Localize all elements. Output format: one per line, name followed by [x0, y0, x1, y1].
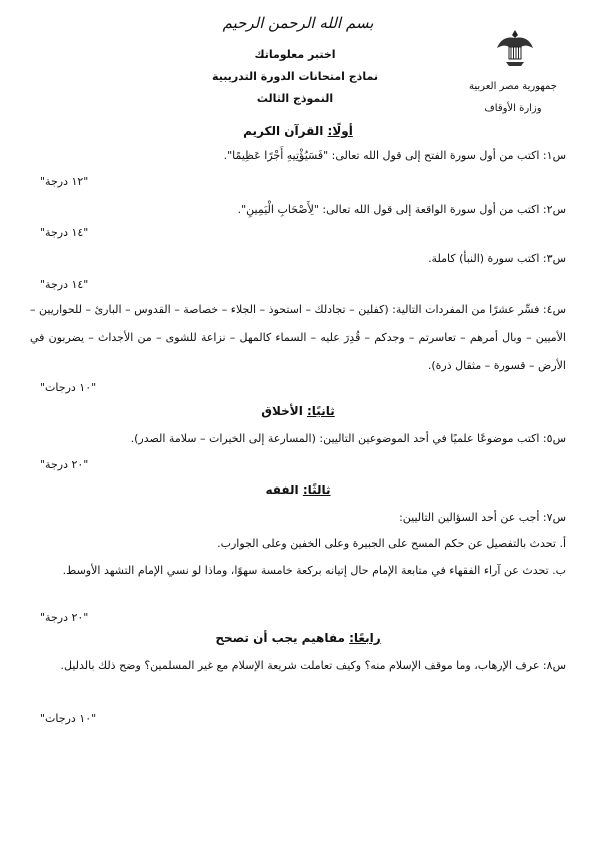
section-ordinal: ثالثًا:	[302, 483, 331, 497]
question-3: س٣: اكتب سورة (النبأ) كاملة.	[428, 252, 566, 265]
exam-header	[190, 44, 400, 110]
section-heading-ethics	[0, 404, 596, 418]
eagle-emblem-icon	[494, 26, 536, 70]
question-7-option-b: ب. تحدث عن آراء الفقهاء في متابعة الإمام حال إتيانه بركعة خامسة سهوًا، وماذا لو نسي الإمام التشهد الأوسط.	[62, 564, 566, 577]
grade-q3: "١٤ درجة"	[40, 278, 89, 291]
section-heading-concepts	[0, 631, 596, 645]
grade-q4: "١٠ درجات"	[40, 381, 97, 394]
question-7: س٧: أجب عن أحد السؤالين التاليين:	[399, 511, 566, 524]
section-heading-fiqh	[0, 483, 596, 497]
basmala-calligraphy: بسم الله الرحمن الرحيم	[222, 14, 374, 32]
question-5: س٥: اكتب موضوعًا علميًا في أحد الموضوعين التاليين: (المسارعة إلى الخيرات – سلامة الصدر).	[130, 432, 566, 445]
country-name: جمهورية مصر العربية	[469, 81, 557, 92]
question-2: س٢: اكتب من أول سورة الواقعة إلى قول الله تعالى: "لِأَصْحَابِ الْيَمِينِ".	[237, 203, 566, 216]
ministry-name: وزارة الأوقاف	[484, 103, 542, 114]
grade-q5: "٢٠ درجة"	[40, 458, 89, 471]
grade-q1: "١٢ درجة"	[40, 175, 89, 188]
section-title: الفقه	[265, 483, 299, 497]
section-title: مفاهيم يجب أن تصحح	[215, 631, 345, 645]
section-ordinal: ثانيًا:	[307, 404, 335, 418]
ministry-header	[448, 76, 578, 120]
question-4: س٤: فسِّر عشرًا من المفردات التالية: (كفلين – تجادلك – استحوذ – الجلاء – خصاصة – القدوس – البارئ – للحواريين – الأميين – وبال أمرهم – تعاسرتم – وجدكم – قُدِرَ عليه – السماء كالمهل – نزاعة للشوى – من الأجداث – يضربون في الأرض – قسورة – مثقال ذرة).	[30, 303, 566, 372]
question-8: س٨: عرف الإرهاب، وما موقف الإسلام منه؟ وكيف تعاملت شريعة الإسلام مع غير المسلمين؟ وضح ذلك بالدليل.	[60, 659, 566, 672]
question-7-option-a: أ. تحدث بالتفصيل عن حكم المسح على الجبيرة وعلى الخفين وعلى الجوارب.	[217, 537, 566, 550]
question-1: س١: اكتب من أول سورة الفتح إلى قول الله تعالى: "فَسَيُؤْتِيهِ أَجْرًا عَظِيمًا".	[223, 149, 566, 162]
grade-q2: "١٤ درجة"	[40, 226, 89, 239]
section-title: الأخلاق	[261, 404, 303, 418]
section-title: القرآن الكريم	[243, 124, 324, 138]
section-ordinal: أولًا:	[327, 124, 353, 138]
section-ordinal: رابعًا:	[349, 631, 381, 645]
grade-q8: "١٠ درجات"	[40, 712, 97, 725]
section-heading-quran	[0, 124, 596, 138]
exam-title: اختبر معلوماتك	[254, 48, 336, 61]
exam-model: النموذج الثالث	[256, 92, 334, 105]
exam-subtitle: نماذج امتحانات الدورة التدريبية	[212, 70, 378, 83]
grade-q7: "٢٠ درجة"	[40, 611, 89, 624]
